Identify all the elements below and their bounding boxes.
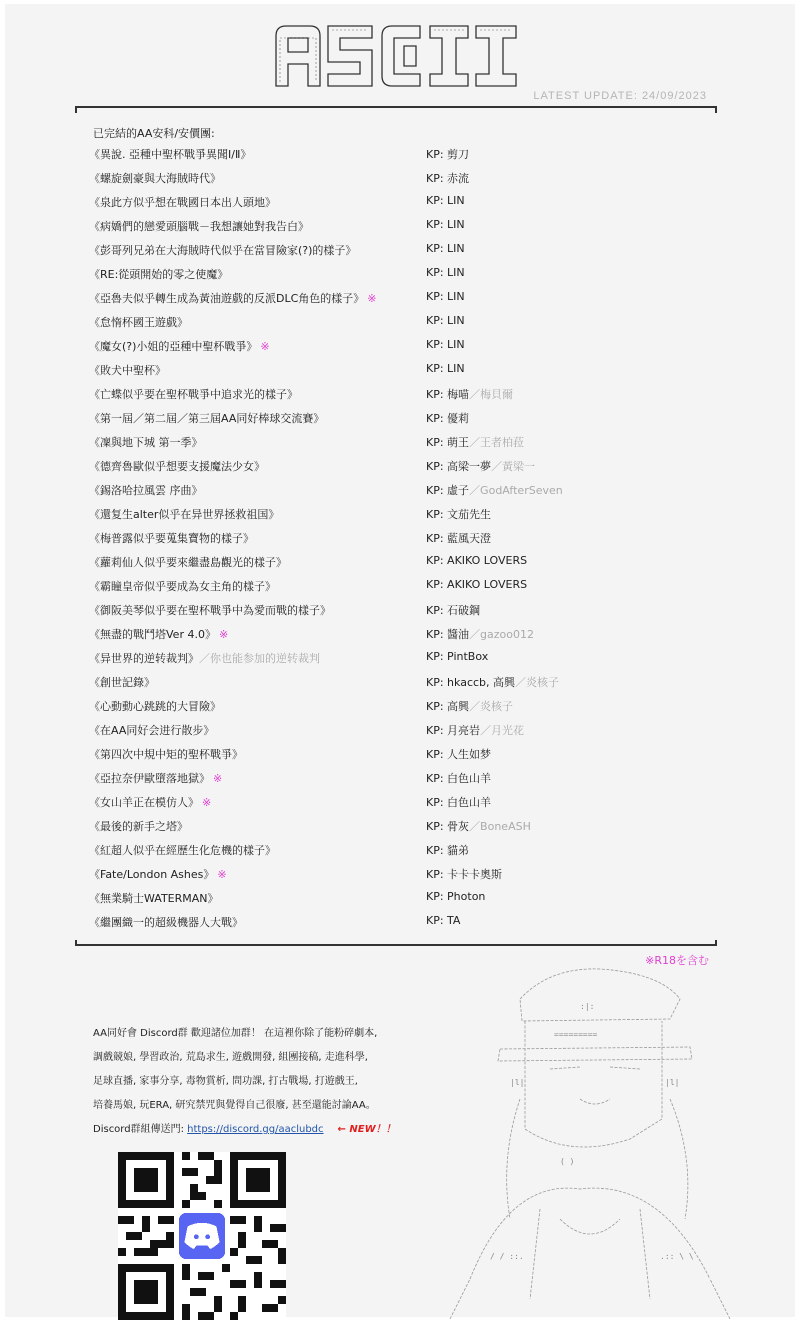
kp-name: KP: LIN <box>426 314 465 327</box>
kp-name: KP: 梅喵 <box>426 388 470 401</box>
svg-text::|:: :|: <box>580 1002 595 1011</box>
kp-name: KP: LIN <box>426 266 465 279</box>
list-item-title-wrap <box>89 170 224 186</box>
list-item-kp <box>426 818 531 834</box>
list-item[interactable] <box>5 290 795 314</box>
list-item-title[interactable]: 《RE:從頭開始的零之使魔》 <box>89 268 229 281</box>
list-item-title-wrap <box>89 530 257 546</box>
kp-name: KP: 骨灰 <box>426 820 470 833</box>
r18-mark: ※ <box>367 292 377 305</box>
list-item[interactable] <box>5 626 795 650</box>
list-item-title[interactable]: 《Fate/London Ashes》 <box>89 868 215 881</box>
list-item-kp <box>426 650 488 663</box>
list-item-title-wrap <box>89 794 211 810</box>
list-item-title-wrap <box>89 434 206 450</box>
list-item-kp <box>426 770 491 786</box>
kp-alias: ／王者柏菈 <box>469 436 525 449</box>
kp-alias: ／炎核子 <box>515 676 560 689</box>
r18-mark: ※ <box>218 628 229 641</box>
kp-name: KP: AKIKO LOVERS <box>426 578 528 591</box>
list-item-title[interactable]: 《亡蝶似乎要在聖杯戰爭中追求光的樣子》 <box>89 388 298 401</box>
kp-name: KP: Photon <box>426 890 486 903</box>
list-item-kp <box>426 386 513 402</box>
list-item[interactable] <box>5 914 795 938</box>
list-item-title[interactable]: 《病嬌們的戀愛頭腦戰－我想讓她對我告白》 <box>89 220 309 233</box>
kp-name: KP: 卡卡卡奧斯 <box>426 868 503 881</box>
list-item-title[interactable]: 《亞魯夫似乎轉生成為黃油遊戲的反派DLC角色的樣子》 <box>89 292 365 305</box>
discord-promo <box>93 1022 413 1142</box>
list-item-title-wrap <box>89 722 217 738</box>
list-item-title-wrap <box>89 626 228 642</box>
list-item[interactable] <box>5 146 795 170</box>
list-item-title-wrap <box>89 914 246 930</box>
list-item-kp <box>426 506 491 522</box>
list-item[interactable] <box>5 770 795 794</box>
kp-alias: ／月光花 <box>480 724 525 737</box>
list-item-title[interactable]: 《還复生alter似乎在异世界拯救祖国》 <box>89 508 280 521</box>
list-item-kp <box>426 626 534 642</box>
list-item[interactable] <box>5 554 795 578</box>
list-item-kp <box>426 242 465 255</box>
list-item[interactable] <box>5 266 795 290</box>
list-item[interactable] <box>5 650 795 674</box>
list-item-title-wrap <box>89 818 191 834</box>
list-item-title-wrap <box>89 242 359 258</box>
kp-name: KP: hkaccb, 高興 <box>426 676 516 689</box>
r18-mark: ※ <box>213 772 223 785</box>
kp-name: KP: LIN <box>426 242 465 255</box>
list-item-kp <box>426 842 469 858</box>
list-item-note: ／你也能参加的逆转裁判 <box>199 652 320 665</box>
r18-mark: ※ <box>260 340 270 353</box>
list-item[interactable] <box>5 482 795 506</box>
list-item[interactable] <box>5 866 795 890</box>
kp-alias: ／黃梁一 <box>491 460 536 473</box>
list-item-title[interactable]: 《怠惰杯國王遊戲》 <box>89 316 188 329</box>
list-item-title-wrap <box>89 218 312 234</box>
svg-text:.:: \ \: .:: \ \ <box>660 1252 694 1261</box>
list-item-kp <box>426 266 465 279</box>
list-item-title[interactable]: 《在AA同好会进行散步》 <box>89 724 215 737</box>
list-item[interactable] <box>5 434 795 458</box>
list-item-title-wrap <box>89 842 279 858</box>
kp-name: KP: AKIKO LOVERS <box>426 554 528 567</box>
list-item-title-wrap <box>89 194 279 210</box>
list-item-title[interactable]: 《异世界的逆转裁判》 <box>89 652 199 665</box>
promo-line-3: 足球直播, 家事分享, 毒物賞析, 問功課, 打古戰場, 打遊戲王, <box>93 1076 358 1087</box>
svg-text:=========: ========= <box>554 1030 598 1039</box>
list-item-title-wrap <box>89 674 158 690</box>
list-item[interactable] <box>5 674 795 698</box>
kp-name: KP: 高梁一夢 <box>426 460 492 473</box>
list-item[interactable] <box>5 194 795 218</box>
list-item[interactable] <box>5 338 795 362</box>
kp-name: KP: LIN <box>426 194 465 207</box>
kp-name: KP: 文茄先生 <box>426 508 492 521</box>
list-item-title-wrap <box>89 266 231 282</box>
list-item-kp <box>426 794 491 810</box>
list-item-title[interactable]: 《霸瞳皇帝似乎要成為女主角的樣子》 <box>89 580 276 593</box>
list-item-title[interactable]: 《凜與地下城 第一季》 <box>89 436 203 449</box>
list-item[interactable] <box>5 170 795 194</box>
list-item-title[interactable]: 《繼團織一的超級機器人大戰》 <box>89 916 243 929</box>
list-item-title[interactable]: 《魔女(?)小姐的亞種中聖杯戰爭》 <box>89 340 258 353</box>
ascii-logo <box>5 22 795 96</box>
kp-name: KP: 醬油 <box>426 628 470 641</box>
list-item-kp <box>426 698 513 714</box>
list-item-title-wrap <box>89 650 323 666</box>
r18-note: ※R18を含む <box>645 954 709 967</box>
r18-mark: ※ <box>217 868 227 881</box>
list-item-kp <box>426 866 502 882</box>
list-item[interactable] <box>5 746 795 770</box>
list-item-title[interactable]: 《無盡的戰鬥塔Ver 4.0》 <box>89 628 216 641</box>
list-item-kp <box>426 170 469 186</box>
kp-alias: ／梅貝爾 <box>469 388 514 401</box>
kp-name: KP: PintBox <box>426 650 489 663</box>
list-item-title-wrap <box>89 362 169 378</box>
list-item-title[interactable]: 《錫洛哈拉風雲 序曲》 <box>89 484 203 497</box>
list-item-title[interactable]: 《第一屆／第二屆／第三屆AA同好棒球交流賽》 <box>89 412 325 425</box>
list-item-title[interactable]: 《無業騎士WATERMAN》 <box>89 892 219 905</box>
list-item-title-wrap <box>89 506 282 522</box>
list-item-title[interactable]: 《螺旋劍豪與大海賊時代》 <box>89 172 221 185</box>
list-item-kp <box>426 578 527 591</box>
list-item-title[interactable]: 《御阪美琴似乎要在聖杯戰爭中為愛而戰的樣子》 <box>89 604 331 617</box>
svg-text:/ / ::.: / / ::. <box>490 1252 524 1261</box>
bottom-divider <box>75 944 717 946</box>
svg-text:|l|: |l| <box>510 1078 525 1087</box>
svg-text:( ): ( ) <box>560 1157 575 1166</box>
kp-name: KP: 月亮岩 <box>426 724 481 737</box>
list-item-title-wrap <box>89 578 279 594</box>
link-label: Discord群組傳送門: <box>93 1124 188 1135</box>
list-item[interactable] <box>5 578 795 602</box>
kp-name: KP: LIN <box>426 218 465 231</box>
discord-link[interactable]: https://discord.gg/aaclubdc <box>187 1124 324 1135</box>
list-item-kp <box>426 434 524 450</box>
page <box>5 4 795 1317</box>
list-item-title[interactable]: 《蘿莉仙人似乎要來繼盡島觀光的樣子》 <box>89 556 287 569</box>
kp-name: KP: LIN <box>426 338 465 351</box>
list-item-title[interactable]: 《異說. 亞種中聖杯戰爭異聞Ⅰ/Ⅱ》 <box>89 148 252 161</box>
kp-name: KP: TA <box>426 914 461 927</box>
list-item[interactable] <box>5 818 795 842</box>
promo-line-4: 培養馬娘, 玩ERA, 研究禁咒與覺得自己很廢, 甚至還能討論AA。 <box>93 1100 376 1111</box>
list-item-kp <box>426 602 480 618</box>
list-item-kp <box>426 338 465 351</box>
kp-name: KP: 高興 <box>426 700 470 713</box>
list-item[interactable] <box>5 890 795 914</box>
ascii-art-character <box>430 959 750 1321</box>
list-item-kp <box>426 530 491 546</box>
discord-qr-code[interactable] <box>118 1152 286 1320</box>
list-item-title-wrap <box>89 290 377 306</box>
list-item-kp <box>426 554 527 567</box>
svg-text:|l|: |l| <box>665 1078 680 1087</box>
kp-name: KP: 藍風天澄 <box>426 532 492 545</box>
kp-name: KP: 人生如梦 <box>426 748 492 761</box>
list-item-title[interactable]: 《泉此方似乎想在戰國日本出人頭地》 <box>89 196 276 209</box>
list-item-kp <box>426 146 469 162</box>
list-item-kp <box>426 674 559 690</box>
discord-icon <box>184 1223 219 1249</box>
list-item[interactable] <box>5 410 795 434</box>
list-item-title[interactable]: 《女山羊正在模仿人》 <box>89 796 199 809</box>
list-item-title[interactable]: 《紅超人似乎在經歷生化危機的樣子》 <box>89 844 276 857</box>
list-item[interactable] <box>5 506 795 530</box>
promo-line-1: AA同好會 Discord群 歡迎諸位加群！ 在這裡你除了能粉碎劇本, <box>93 1028 378 1039</box>
list-item[interactable] <box>5 386 795 410</box>
list-item-kp <box>426 458 535 474</box>
list-item-title-wrap <box>89 746 246 762</box>
last-update: LATEST UPDATE: 24/09/2023 <box>533 90 707 102</box>
list-item-title-wrap <box>89 770 222 786</box>
kp-name: KP: 白色山羊 <box>426 772 492 785</box>
list-item[interactable] <box>5 458 795 482</box>
kp-name: KP: 赤流 <box>426 172 470 185</box>
kp-alias: ／炎核子 <box>469 700 514 713</box>
list-item-title[interactable]: 《最後的新手之塔》 <box>89 820 188 833</box>
kp-alias: ／BoneASH <box>469 820 531 833</box>
promo-link-line <box>93 1118 413 1142</box>
list-item-kp <box>426 218 465 231</box>
list-item-title-wrap <box>89 458 268 474</box>
kp-name: KP: 白色山羊 <box>426 796 492 809</box>
list-item-kp <box>426 314 465 327</box>
list-item[interactable] <box>5 242 795 266</box>
top-divider <box>75 106 717 108</box>
list-item-kp <box>426 362 465 375</box>
list-item-kp <box>426 890 485 903</box>
list-item-title[interactable]: 《敗犬中聖杯》 <box>89 364 166 377</box>
list-item-title[interactable]: 《亞拉奈伊歐墮落地獄》 <box>89 772 210 785</box>
kp-name: KP: 優莉 <box>426 412 470 425</box>
list-item-title[interactable]: 《創世記錄》 <box>89 676 155 689</box>
list-item-kp <box>426 290 465 303</box>
kp-alias: ／gazoo012 <box>469 628 535 641</box>
list-item[interactable] <box>5 842 795 866</box>
list-item-title-wrap <box>89 314 191 330</box>
list-item[interactable] <box>5 602 795 626</box>
kp-name: KP: 萌王 <box>426 436 470 449</box>
list-item[interactable] <box>5 530 795 554</box>
ascii-logo-art <box>270 22 530 92</box>
list-item[interactable] <box>5 722 795 746</box>
list-item-kp <box>426 194 465 207</box>
list-item-kp <box>426 410 469 426</box>
list-item-kp <box>426 722 524 738</box>
list-item-title-wrap <box>89 338 270 354</box>
list-item-title-wrap <box>89 410 327 426</box>
kp-name: KP: LIN <box>426 362 465 375</box>
kp-name: KP: 貓弟 <box>426 844 470 857</box>
kp-name: KP: LIN <box>426 290 465 303</box>
list-item-title-wrap <box>89 386 301 402</box>
list-item-kp <box>426 482 563 498</box>
r18-mark: ※ <box>202 796 212 809</box>
list-item-title[interactable]: 《梅普露似乎要蒐集寶物的樣子》 <box>89 532 254 545</box>
list-item-title-wrap <box>89 146 254 162</box>
list-item-title-wrap <box>89 890 222 906</box>
kp-name: KP: 剪刀 <box>426 148 470 161</box>
list-item-title-wrap <box>89 698 224 714</box>
list-item-title[interactable]: 《心動動心跳跳的大冒險》 <box>89 700 221 713</box>
list-item-title-wrap <box>89 602 334 618</box>
kp-name: KP: 虛子 <box>426 484 470 497</box>
list-item[interactable] <box>5 362 795 386</box>
list-item-kp <box>426 746 491 762</box>
kp-name: KP: 石破鋼 <box>426 604 481 617</box>
list-title: 已完結的AA安科/安價團: <box>93 127 215 140</box>
list-item-title[interactable]: 《彭哥列兄弟在大海賊時代似乎在當冒險家(?)的樣子》 <box>89 244 357 257</box>
list-item[interactable] <box>5 218 795 242</box>
list-item[interactable] <box>5 314 795 338</box>
list-item[interactable] <box>5 698 795 722</box>
list-item[interactable] <box>5 794 795 818</box>
list-item-title[interactable]: 《德齊魯歐似乎想要支援魔法少女》 <box>89 460 265 473</box>
list-item-title[interactable]: 《第四次中規中矩的聖杯戰爭》 <box>89 748 243 761</box>
promo-line-2: 調戲競娘, 學習政治, 荒島求生, 遊戲開發, 組團接稿, 走進科學, <box>93 1052 368 1063</box>
new-badge: ← NEW！！ <box>337 1124 396 1135</box>
list-item-title-wrap <box>89 554 290 570</box>
list-item-kp <box>426 914 460 927</box>
list-item-title-wrap <box>89 482 206 498</box>
list-item-title-wrap <box>89 866 227 882</box>
kp-alias: ／GodAfterSeven <box>469 484 563 497</box>
